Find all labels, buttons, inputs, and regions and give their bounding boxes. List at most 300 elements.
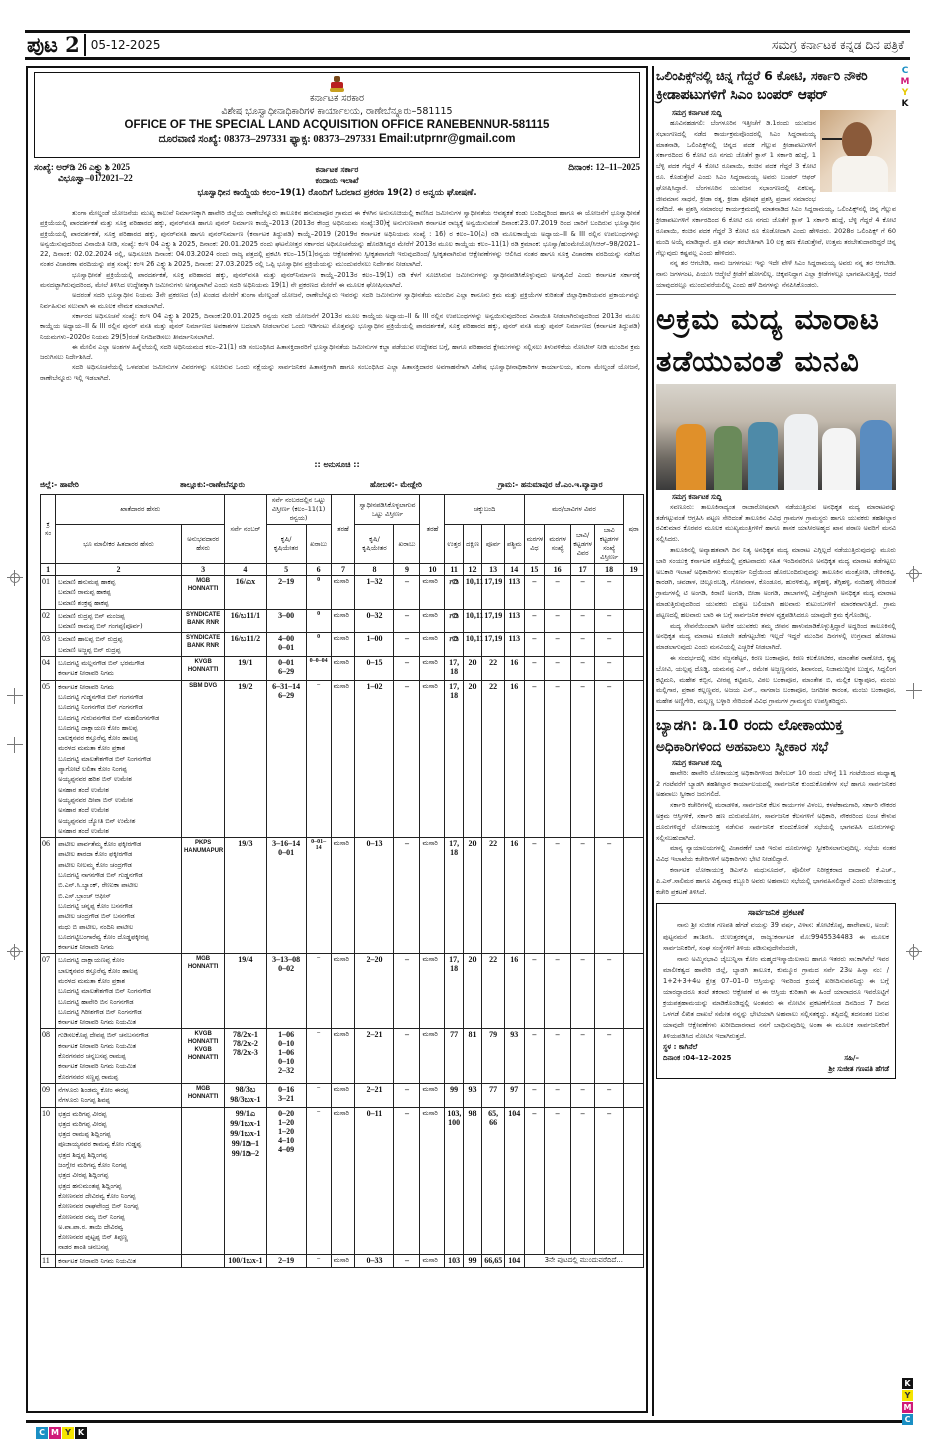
cell-remarks (624, 838, 644, 954)
cell-line: 16/ಬ11/2 (230, 634, 261, 644)
office-contact (35, 132, 639, 147)
table-row (41, 1107, 644, 1254)
cell-acq-area: 1–00 (355, 633, 394, 657)
cell-line: HONNATTI (187, 964, 219, 971)
column-number: 6 (306, 564, 331, 576)
cell-c18: – (595, 657, 624, 681)
cell-line: ಗುಡಿಸಲಕೊಪ್ಪ ದೇವಪ್ಪ ಬಿನ್ ಚನಬಸನಗೌಡ (58, 1031, 149, 1040)
issue-date: 05-12-2025 (90, 38, 161, 52)
cell-line: ಕೊರಗನವರ ಸಣ್ಣಪ್ಪ ರಾಮಪ್ಪ (58, 1072, 119, 1081)
cell-line: 0–01 (278, 643, 295, 653)
cell-line: ಕರ್ನಾಟಕ ನೀರಾವರಿ ನಿಗಮ ನಿಯಮಿತ (58, 1062, 137, 1071)
cmyk-c: C (901, 66, 909, 76)
notice-date: ದಿನಾಂಕ :04–12–2025 (663, 1054, 732, 1063)
cell-acq-kharab: – (394, 657, 420, 681)
photo-person (822, 428, 856, 490)
story-paragraph: ಈ ಸಂದರ್ಭದಲ್ಲಿ ಸಚಿನ ಸಜ್ಜನಶೆಟ್ಟರ, ಕಿರಣ ಬಂಕಾಪೂರ, ಕಿರಣ ಕಲಕೋಟಿಕರ, ಮಾಂತೇಶ ರಾಣೋಜಿ, ಕೃಷ್ಣ ಬೋವಿ, ಯಲ್ಲಪ್ಪ ದೊಡ್ಡಿ, ಯಮನಪ್ಪ ಎಸ್., ರಮೇಶ ಅಜ್ಜಣ್ಣನವರ, ಶಿವಾನಂದ, ನಿಜಾಮುದ್ದೀನ ಬುಡ್ಡನ, ಸಿದ್ದಲಿಂಗ ಕಟ್ಟಿಮನಿ, ಮಹೇಶ ಕಬ್ಬಿನ, ವೀರಪ್ಪ ಕಟ್ಟಿಮನಿ, ವಿಠಲ ಬಂಕಾಪೂರ, ಮಾಂತೇಶ ಬಿ, ಮಲ್ಲಿಕ ಲಕ್ಮಾಪೂರ, ಮಂಜು ಮಲ್ಲಿಗಾರ, ಪ್ರಕಾಶ ಕಲ್ಲಣ್ಣವರ, ಅಜಯ ಎಸ್., ನಾಗರಾಜ ಬಂಕಾಪೂರ, ಜಗದೀಶ ಕಾರಂತ, ಮಂಜು ಬಂಕಾಪೂರ, ಮಹೇಶ ಅಣ್ಣಿಗೇರಿ, ಮಲ್ಲಣ್ಣ ಬಳ್ಳಾರಿ ಸೇರಿದಂತೆ ವಿವಿಧ ಗ್ರಾಮಗಳ ಗ್ರಾಮಸ್ಥರು ಉಪಸ್ಥಿತರಿದ್ದರು. (656, 653, 896, 706)
cell-line: 19/3 (238, 839, 253, 849)
cell-class: ಮಸಾರಿ (331, 680, 355, 837)
notice-paragraph: ಈ ಮೇಲಿನ ಎಲ್ಲಾ ಅಂಶಗಳ ಹಿನ್ನೆಲೆಯಲ್ಲಿ ಸದರಿ ಅಧಿನಿಯಮದ ಕಲಂ–21(1) ರಡಿ ಸಂಬಂಧಿಸಿದ ಹಿತಾಸಕ್ತಿದಾರರಿಗೆ ಭೂಸ್ವಾಧೀನತೆಯ ಜಮೀನುಗಳ ಕಬ್ಜಾ ಪಡೆಯುವ ಉದ್ದೇಶದ ಬಗ್ಗೆ, ಹಾಗೂ ಪರಿಹಾರದ ಕ್ಲೇಮುಗಳನ್ನು ಸಲ್ಲಿಸಲು ತಿಳುವಳಿಕೆಯ ನೋಟೀಸ್ ನೀಡಿ ಮುಂದಿನ ಕ್ರಮ ಜರುಗಿಸಲು ನಿರ್ದೇಶಿಸಿದೆ. (40, 342, 640, 362)
cell-line: ಕರ್ನಾಟಕ ನೀರಾವರಿ ನಿಗಮ (58, 682, 114, 691)
cell-bank (181, 680, 224, 837)
cell-acq-area: 2–21 (355, 1083, 394, 1107)
cell-survey (225, 657, 266, 681)
cell-line: 99/1ಬx-1 (230, 1128, 261, 1138)
cell-acq-area: 0–15 (355, 657, 394, 681)
cmyk-marks-top (900, 66, 910, 110)
cell-line: ಬೂದಗಟ್ಟಿ ದಾಕ್ಷಾಯಣಪ್ಪ ಕೋಂ (58, 956, 125, 965)
cell-area (266, 609, 306, 633)
cell-line: 1–20 (278, 1117, 295, 1127)
cell-acq-area: 1–32 (355, 576, 394, 610)
cell-line: ಕರ್ನಾಟಕ ನೀರಾವರಿ ನಿಗಮ (58, 669, 114, 678)
cell-line: ಅಸಹಾರ ತಂದೆ ಉಮೇಶ (58, 826, 109, 835)
cell-class: ಮಸಾರಿ (331, 633, 355, 657)
cell-line: ಬಾಲಕ್ಕನವರ ಕಸ್ತೂರೆವ್ವ ಕೋಂ ಹಾಲಪ್ಪ (58, 734, 138, 743)
cell-survey (225, 1029, 266, 1083)
photo-body (832, 156, 888, 192)
cell-south: 99 (463, 1254, 481, 1267)
cell-line: ಕೋಣನವರ ಪುಟ್ಟಪ್ಪ ಬಿನ್ ತಿಪ್ಪಣ್ಣ (58, 1233, 128, 1242)
cell-remarks (624, 680, 644, 837)
cell-north: ಗಡಿ (445, 576, 463, 610)
cell-line: PKPS (194, 840, 212, 847)
cell-line: 19/1 (238, 658, 253, 668)
cell-bank (181, 838, 224, 954)
column-number: 4 (225, 564, 266, 576)
cell-line: 98/3ಬ (235, 1084, 256, 1094)
cell-north: 99 (445, 1083, 463, 1107)
column-number: 18 (595, 564, 624, 576)
header-tree-count: ಮರಗಳ ಸಂಖ್ಯೆ (545, 525, 571, 564)
cell-remarks (624, 1107, 644, 1254)
cell-kharab: 0 (306, 576, 331, 610)
header-class: ತರಹೆ (331, 495, 355, 564)
header-boundary: ಚಕ್ಕುಬಂದಿ (445, 495, 524, 525)
cell-line: 0–20 (278, 1108, 295, 1118)
cell-line: ಜಂಗ್ಲೇರ ಮರಿಗವ್ವ ಕೋಂ ನಿಂಗಪ್ಪ (58, 1161, 127, 1170)
cell-kharab: – (306, 1029, 331, 1083)
public-notice-body (663, 920, 889, 1042)
cell-east: 22 (482, 954, 505, 1029)
cell-line: 0–10 (278, 1057, 295, 1067)
cell-line: ಕೊರಗನವರ ಚನ್ನಬಸಪ್ಪ ರಾಮಪ್ಪ (58, 1052, 126, 1061)
story-separator (656, 710, 896, 711)
cell-kharab: – (306, 680, 331, 837)
district: ಜಿಲ್ಲೆ:- ಹಾವೇರಿ (40, 480, 79, 489)
header-acq-kharab: ಖರಾಬು (394, 525, 420, 564)
header-owner: ಭೂ ಮಾಲೀಕರ ಹಿತದಾರರ ಹೆಸರು (56, 525, 182, 564)
cell-c16: – (545, 1029, 571, 1083)
cell-remarks (624, 633, 644, 657)
cell-owners (56, 838, 182, 954)
heading-govt: ಕರ್ನಾಟಕ ಸರ್ಕಾರ (315, 165, 359, 174)
header-remarks: ಷರಾ (624, 495, 644, 564)
cell-line: 3–16–14 (272, 839, 301, 849)
notice-paragraph: ಸದರಿ ಅಧಿಸೂಚನೆಯಲ್ಲಿ ಒಳಪಡುವ ಜಮೀನುಗಳ ವಿವರಗಳನ್ನು ಸೂಚಿಸುವ ಒಂದು ನಕ್ಷೆಯನ್ನು ಸಾರ್ವಜನಿಕರ ಹಿತಾಸಕ್ತಿಗಾಗಿ ಹಾಗೂ ಸಂಬಂಧಿಸಿದ ಎಲ್ಲಾ ಹಿತಾಸಕ್ತಿದಾರರ ಅವಗಾಹನೆಗಾಗಿ ವಿಶೇಷ ಭೂಸ್ವಾಧೀನಾಧಿಕಾರಿಗಳ ಕಾರ್ಯಾಲಯ, ತುಂಗಾ ಮೇಲ್ದಂಡೆ ಯೋಜನೆ, ರಾಣೇಬೆನ್ನೂರು ಇಲ್ಲಿ ಇಡಲಾಗಿದೆ. (40, 363, 640, 382)
cell-line: ಬೂದಗಟ್ಟಿ ಹಾವೇರಿ ಬಿನ ನಿಂಗನಗೌಡ (58, 997, 134, 1006)
cell-kharab: – (306, 1107, 331, 1254)
cell-sn: 01 (41, 576, 56, 610)
taluk: ತಾಲ್ಲೂಕು:-ರಾಣೇಬೆನ್ನೂರು (180, 480, 246, 489)
cell-area (266, 680, 306, 837)
cell-line: 4–10 (278, 1135, 295, 1145)
location-row (40, 480, 640, 490)
hobli: ಹೋಬಳಿ:- ಮೇಡ್ಲೇರಿ (370, 480, 423, 489)
story-paragraph: ಸರ್ಕಾರಿ ಕಚೇರಿಗಳಲ್ಲಿ ಮರಾಡಳಿತ, ಸಾರ್ವಜನಿಕ ಕೆಲಸ ಕಾರ್ಯಗಳ ವಿಳಂಬ, ಕಳಪೆಕಾಮಗಾರಿ, ಸರ್ಕಾರಿ ನೌಕರರ ಅಕ್ರಮ ಆಸ್ತಿಗಳಿಕೆ, ಸರ್ಕಾರಿ ಹಣ ದುರುಪಯೋಗ, ಸಾರ್ವಜನಿಕ ಕೆಲಸಗಳಿಗೆ ಅಧಿಕಾರಿ, ನೌಕರರಿಂದ ಲಂಚ ಕೇಳುವ ದೂರುಗಳಿದ್ದರೆ ಲೋಕಾಯುಕ್ತ ನಡೆಸುವ ಸಾರ್ವಜನಿಕ ಕುಂದುಕೊರತೆ ಸಭೆಯಲ್ಲಿ ಭಾಗವಹಿಸಿ ದೂರುಗಳನ್ನು ಸಲ್ಲಿಸಬಹುದಾಗಿದೆ. (656, 801, 896, 842)
cell-class: ಮಸಾರಿ (331, 609, 355, 633)
office-name-english: OFFICE OF THE SPECIAL LAND ACQUISITION OFFICE RANEBENNUR-581115 (124, 119, 550, 131)
cell-remarks (624, 576, 644, 610)
cell-area (266, 1254, 306, 1267)
cell-remarks (624, 1083, 644, 1107)
cell-owners (56, 609, 182, 633)
cell-sn: 05 (41, 680, 56, 837)
cell-line: ಕೋಣನವರ ದೇವಿರವ್ವ ಕೋಂ ನಿಂಗಪ್ಪ (58, 1191, 136, 1200)
cell-east: 65, 66 (482, 1107, 505, 1254)
cell-line: HONNATTI (187, 667, 219, 674)
cell-line: ಬೂದಗಟ್ಟಿ ದಾಕ್ಷಾಯಣ ಕೋಂ ಹಾಲಪ್ಪ (58, 723, 138, 732)
cell-line: 99/1ಡಿ–2 (231, 1148, 260, 1158)
column-number: 9 (394, 564, 420, 576)
header-acq-agri: ಕೃಷಿ/ ಕೃಷಿಯೇತರ (355, 525, 394, 564)
column-number: 7 (331, 564, 355, 576)
cell-sn: 04 (41, 657, 56, 681)
cell-east: 22 (482, 838, 505, 954)
notice-date: ದಿನಾಂಕ: 12–11–2025 (568, 162, 640, 172)
cell-north: 103, 100 (445, 1107, 463, 1254)
cell-c15: – (524, 609, 545, 633)
cell-bank (181, 1254, 224, 1267)
column-number: 10 (420, 564, 445, 576)
table-row (41, 1254, 644, 1267)
cell-line: ಬಮಾಣಿ ಶಂಕ್ರಪ್ಪ ಹಾಕಪ್ಪ (58, 598, 109, 607)
reference-number: ಸಂಖ್ಯೆ: ಅರ್‌ಡಿ 26 ಎಕ್ವ್ಯುಶಿ 2025 (34, 162, 131, 172)
cell-line: 1–20 (278, 1126, 295, 1136)
cell-line: KVGB (194, 1047, 212, 1054)
cell-kharab: – (306, 954, 331, 1029)
header-trees: ಮರ/ಬಾವಿಗಳ ವಿವರ (524, 495, 624, 525)
registration-mark-icon (906, 566, 922, 582)
column-number: 15 (524, 564, 545, 576)
cell-survey (225, 1254, 266, 1267)
cell-line: ಪಾಟೀಲ ನೀಲಮ್ಮ ಕೋಂ ಚಂದ್ರಗೌಡ (58, 860, 132, 869)
column-number: 13 (482, 564, 505, 576)
cell-line: ಬಿ.ಎಸ್.ಬ್ರಾಂಚ್ ಆಫೀಸ್ (58, 891, 111, 900)
cell-class: ಮಸಾರಿ (331, 838, 355, 954)
cell-type: ಮಸಾರಿ (420, 657, 445, 681)
cell-acq-area: 2–20 (355, 954, 394, 1029)
cell-survey (225, 954, 266, 1029)
notice-signatory: ಶ್ರೀ ಸುಜೀತ ಗಣಪತಿ ಹೆಗಡೆ (828, 1065, 889, 1074)
bottom-rule (26, 1420, 911, 1423)
cell-kharab: 0–01–14 (306, 838, 331, 954)
cell-c16: – (545, 954, 571, 1029)
cell-line: BANK RNR (187, 643, 220, 650)
karnataka-emblem-icon (328, 76, 346, 92)
column-number: 16 (545, 564, 571, 576)
header-survey-area: ಸರ್ವೆ ನಂಬರದಲ್ಲಿನ ಒಟ್ಟು ವಿಸ್ತೀರ್ಣ (ಕಲಂ–11(1) ರನ್ವಯ) (266, 495, 331, 525)
notice-body (40, 208, 640, 383)
cell-line: 6–29 (278, 667, 295, 677)
cell-class: ಮಸಾರಿ (331, 576, 355, 610)
cell-line: ಕೋಣನವರ ರಮ್ಯ ಬಿನ್ ನಿಂಗಪ್ಪ (58, 1212, 125, 1221)
story3-byline: ಸಮಗ್ರ ಕರ್ನಾಟಕ ಸುದ್ದಿ (672, 758, 722, 767)
cell-type: ಮಸಾರಿ (420, 680, 445, 837)
cell-north: 77 (445, 1029, 463, 1083)
cmyk-y: Y (901, 88, 909, 98)
cell-acq-kharab: – (394, 1254, 420, 1267)
story-paragraph: ಹೂವಿನಹಡಗಲಿ: ಬೆಂಗಳೂರಿನ ಇತ್ತೀಚೆಗೆ ಡಿ.1ರಂದು ಯುವಜನ ಸಭಾಂಗಣದಲ್ಲಿ ನಡೆದ ಕಾರ್ಯಕ್ರಮವೊಂದರಲ್ಲಿ ಸಿಎಂ ಸಿದ್ದರಾಮಯ್ಯ ಮಾತನಾಡಿ, ಒಲಿಂಪಿಕ್ಸ್‌ನಲ್ಲಿ ಚಿನ್ನದ ಪದಕ ಗೆಲ್ಲುವ ಕ್ರೀಡಾಪಟುಗಳಿಗೆ ಸರ್ಕಾರದಿಂದ 6 ಕೋಟಿ ರೂ ನಗದು ಜೊತೆಗೆ ಕ್ಲಾಸ್ 1 ಸರ್ಕಾರಿ ಹುದ್ದೆ, 1 ಬೆಳ್ಳಿ ಪದಕ ಗೆದ್ದರೆ 4 ಕೋಟಿ ರೂಪಾಯಿ, ಕಂಚಿನ ಪದಕ ಗೆದ್ದರೆ 3 ಕೋಟಿ ರೂ. ಕೊಡುತ್ತೇವೆ ಎಂದು ಸಿಎಂ ಸಿದ್ದರಾಮಯ್ಯ ಅವರು ಬಂಪರ್ ಆಫರ್ ಘೋಷಿಸಿದ್ದಾರೆ. ಬೆಂಗಳೂರಿನ ಯುವಜನ ಸಭಾಂಗಣದಲ್ಲಿ ಏಕಲವ್ಯ, ಜೀವಮಾನ ಸಾಧನೆ, ಕ್ರೀಡಾ ರತ್ನ, ಕ್ರೀಡಾ ಪೋಷಕ ಪ್ರಶಸ್ತಿ ಪ್ರದಾನ ಸಮಾರಂಭ ನಡೆದಿದೆ. ಈ ಪ್ರಶಸ್ತಿ ಸಮಾರಂಭ ಕಾರ್ಯಕ್ರಮದಲ್ಲಿ ಮಾತನಾಡಿದ ಸಿಎಂ ಸಿದ್ದರಾಮಯ್ಯ, ಒಲಿಂಪಿಕ್ಸ್‌ನಲ್ಲಿ ಚಿನ್ನ ಗೆಲ್ಲುವ ಕ್ರೀಡಾಪಟುಗಳಿಗೆ ಸರ್ಕಾರದಿಂದ 6 ಕೋಟಿ ರೂ ನಗದು ಜೊತೆಗೆ ಕ್ಲಾಸ್ 1 ಸರ್ಕಾರಿ ಹುದ್ದೆ, ಬೆಳ್ಳಿ ಗೆದ್ದರೆ 4 ಕೋಟಿ ರೂಪಾಯಿ, ಕಂಚಿನ ಪದಕ ಗೆದ್ದರೆ 3 ಕೋಟಿ ರೂ ಕೊಡೋದಾಗಿ ಎಂದು ಹೇಳಿದರು. 2028ರ ಒಲಿಂಪಿಕ್ಸ್ ಗೆ 60 ಮಂದಿ ಅಯ್ಕೆ ಮಾಡಿದ್ದಾರೆ. ಪ್ರತಿ ವರ್ಷ ತರಬೇತಿಗಾಗಿ 10 ಲಕ್ಷ ಹಣ ಕೊಡುತ್ತೇವೆ, ಉತ್ತಮ ತರಬೇತುದಾರರಿದ್ದರೆ ಚಿನ್ನ ಗೆಲ್ಲುವುದು ಕಷ್ಟವಲ್ಲ ಎಂದು ಹೇಳಿದರು. (656, 119, 896, 257)
cell-c18: – (595, 680, 624, 837)
header-south: ದಕ್ಷಿಣ (463, 525, 481, 564)
cell-c17: – (571, 1107, 595, 1254)
cell-line: KVGB (194, 1031, 212, 1038)
cell-sn: 11 (41, 1254, 56, 1267)
cmyk-c: C (902, 1414, 913, 1425)
cell-line: 0–16 (278, 1084, 295, 1094)
cell-acq-kharab: – (394, 1029, 420, 1083)
notice-paragraph: ಭೂಸ್ವಾಧೀನತೆ ಪ್ರಕ್ರಿಯೆಯಲ್ಲಿ ಪಾರದರ್ಶಕತೆ, ಸೂಕ್ತ ಪರಿಹಾರದ ಹಕ್ಕು, ಪುನರ್‌ವಸತಿ ಮತ್ತು ಪುನರ್‌ನಿರ್ಮಾಣ ಕಾಯ್ದೆ–2013ರ ಕಲಂ–19(1) ರಡಿ ಕೆಳಗೆ ಸೂಚಿಸಿರುವ ಜಮೀನುಗಳನ್ನು ಸ್ವಾಧೀನಪಡಿಸಿಕೊಳ್ಳುವುದು ಅಗತ್ಯವಿದೆ ಎಂದು ಕರ್ನಾಟಕ ಸರ್ಕಾರಕ್ಕೆ ಮನದಟ್ಟಾಗಿರುವುದರಿಂದ, ಮೇಲೆ ತಿಳಿಸಿದ ಉದ್ದೇಶಕ್ಕಾಗಿ ಜಮೀನುಗಳು ಅಗತ್ಯವಾಗಿವೆ ಎಂದು ಸದರಿ ಅಧಿನಿಯಮ 19(1) ನೇ ಪ್ರಕರಣದ ಮೇರೆಗೆ ಈ ಮೂಲಕ ಘೋಷಿಸಲಾಗಿದೆ. (40, 270, 640, 290)
story-paragraph: ಸವಣೂರು: ತಾಲೂಕಿನಾದ್ಯಂತ ರಾಜಾರೋಷವಾಗಿ ನಡೆಯುತ್ತಿರುವ ಅನಧಿಕೃತ ಮದ್ಯ ಮಾರಾಟವನ್ನು ತಡೆಗಟ್ಟುವಂತೆ ಆಗ್ರಹಿಸಿ ಪಟ್ಟಣ ಸೇರಿದಂತೆ ತಾಲೂಕಿನ ವಿವಿಧ ಗ್ರಾಮಗಳ ಗ್ರಾಮಸ್ಥರು ಹಾಗೂ ಯುವಕರು ತಹಶೀಲ್ದಾರ ರವಿಕುಮಾರ ಕೊರವರ ಮೂಲಕ ಮುಖ್ಯಮಂತ್ರಿಗಳಿಗೆ ಹಾಗೂ ಶಾಸಕ ಯಾಸೀರಅಹ್ಮದ ಖಾನ ಪಠಾಣ ಅವರಿಗೆ ಮನವಿ ಸಲ್ಲಿಸಿದರು. (656, 502, 896, 544)
cell-area (266, 633, 306, 657)
cell-line: HONNATTI (187, 1055, 219, 1062)
cell-class: ಮಸಾರಿ (331, 1107, 355, 1254)
cell-line: ಪಾಟೀಲ ಪಾರ್ವತೆಮ್ಮ ಕೋಂ ಫಕ್ಕೀರಗೌಡ (58, 840, 142, 849)
cell-area (266, 1107, 306, 1254)
cell-north: ಗಡಿ (445, 609, 463, 633)
land-acquisition-notice (26, 66, 648, 1413)
cell-acq-kharab: – (394, 576, 420, 610)
cell-line: ಬಮಾಣಿ ರಾಮಪ್ಪ ಹಾಕಪ್ಪ (58, 588, 111, 597)
cell-acq-area: 0–13 (355, 838, 394, 954)
cell-west: 16 (505, 657, 525, 681)
cmyk-marks-bottom (36, 1427, 87, 1439)
cell-area (266, 1083, 306, 1107)
signatory-row (663, 1064, 889, 1075)
story1-headline-1: ಒಲಿಂಪಿಕ್ಸ್‌ನಲ್ಲಿ ಚಿನ್ನ ಗೆದ್ದರೆ 6 ಕೋಟಿ, ಸರ್ಕಾರಿ ನೌಕರಿ (656, 68, 868, 83)
cell-c16: – (545, 838, 571, 954)
photo-mic (822, 138, 842, 140)
cell-c18: – (595, 609, 624, 633)
cell-line: ಬಾಲಕ್ಕನವರ ಕಸ್ತೂರೆವ್ವ ಕೋಂ ಹಾಲಪ್ಪ (58, 966, 138, 975)
cell-sn: 08 (41, 1029, 56, 1083)
cell-type: ಮಸಾರಿ (420, 609, 445, 633)
cell-west: 97 (505, 1083, 525, 1107)
cell-c15: – (524, 633, 545, 657)
cell-class: ಮಸಾರಿ (331, 1083, 355, 1107)
right-column (656, 66, 896, 1079)
cell-line: ಪಾಟೀಲ ಚಂದ್ರಗೌಡ ಬಿನ್ ಬಸನಗೌಡ (58, 912, 135, 921)
cell-sn: 02 (41, 609, 56, 633)
cell-kharab: – (306, 1254, 331, 1267)
photo-person (784, 414, 818, 490)
story2-headline: ಅಕ್ರಮ ಮದ್ಯ ಮಾರಾಟ ತಡೆಯುವಂತೆ ಮನವಿ (656, 301, 880, 378)
cell-east: 22 (482, 680, 505, 837)
cell-line: ಬೂದಗಟ್ಟಿ ಗುರುವನಗೌಡ ಬಿನ್ ಮಹಲಿಂಗನಗೌಡ (58, 713, 160, 722)
table-body (41, 576, 644, 1268)
header-west: ಪಶ್ಚಿಮ (505, 525, 525, 564)
reference-sub: ವಿಭೂಸ್ವಾ–01/2021–22 (58, 173, 133, 183)
cell-line: 2–19 (278, 1255, 295, 1265)
cell-line: MGB (196, 578, 211, 584)
cell-type: ಮಸಾರಿ (420, 1029, 445, 1083)
cell-line: HANUMAPUR (183, 848, 224, 855)
cmyk-marks-right (902, 1378, 913, 1425)
cell-line: 19/4 (238, 955, 253, 965)
cell-east: 17,19 (482, 609, 505, 633)
cmyk-y: Y (902, 1390, 913, 1401)
story-paragraph: ನನ್ನ ತರ ಆಗಬೇಡಿ, ನಾನು ಜಗಳಗಂಟ: ಇನ್ನು ಇದೇ ವೇಳೆ ಸಿಎಂ ಸಿದ್ದರಾಮಯ್ಯ ಅವರು ನನ್ನ ತರ ಆಗಬೇಡಿ. ನಾನು ಜಗಳಗಂಟ, ಪಿಯುಸಿ ಆದ್ಮೇಲೆ ಕ್ರೀಡೆಗೆ ಹೋಗಲಿಲ್ಲ. ಚಿಕ್ಕವನಿದ್ದಾಗ ಎಲ್ಲಾ ಕ್ರೀಡೆಗಳಲ್ಲೂ ಭಾಗವಹಿಸುತ್ತಿದ್ದೆ, ಆದರೆ ಯಾವುದರಲ್ಲೂ ಮುಂದುವರೆಯಲಿಲ್ಲ ಎಂದು ಹಳೆ ದಿನಗಳನ್ನು ನೆನಪಿಸಿಕೊಂಡರು. (656, 259, 896, 289)
cell-east: 17,19 (482, 576, 505, 610)
cell-c16: – (545, 576, 571, 610)
cell-line: 3–00 (278, 610, 295, 620)
cell-east: 77 (482, 1083, 505, 1107)
header-acq-area: ಸ್ವಾಧೀನಪಡಿಸಿಕೊಳ್ಳಲಾಗುವ ಒಟ್ಟು ವಿಸ್ತೀರ್ಣ (355, 495, 420, 525)
column-number: 8 (355, 564, 394, 576)
cell-line: 4–09 (278, 1144, 295, 1154)
cell-west: 113 (505, 609, 525, 633)
cell-acq-area: 2–21 (355, 1029, 394, 1083)
story1-headline-2: ಕ್ರೀಡಾಪಟುಗಳಿಗೆ ಸಿಎಂ ಬಂಪರ್ ಆಫರ್ (656, 87, 828, 103)
cell-c17: – (571, 576, 595, 610)
story-paragraph: ಹಾವೇರಿ: ಹಾವೇರಿ ಲೋಕಾಯುಕ್ತ ಅಧಿಕಾರಿಗಳಿಂದ ಡಿಸೆಂಬರ್ 10 ರಂದು ಬೆಳಿಗ್ಗೆ 11 ಗಂಟೆಯಿಂದ ಮಧ್ಯಾಹ್ನ 2 ಗಂಟೆವರೆಗೆ ಬ್ಯಾಡಗಿ ತಹಶೀಲ್ದಾರ ಕಾರ್ಯಾಲಯದಲ್ಲಿ ಸಾರ್ವಜನಿಕ ಕುಂದುಕೊರತೆಗಳ ಸಭೆ ಹಾಗೂ ಸಾರ್ವಜನಿಕರ ಅಹವಾಲು ಸ್ವೀಕಾರ ಜರುಗಲಿದೆ. (656, 768, 896, 799)
cell-west: 16 (505, 954, 525, 1029)
cell-north: 17, 18 (445, 657, 463, 681)
cell-c15: – (524, 680, 545, 837)
table-header-row (41, 495, 644, 525)
cell-c15: – (524, 1083, 545, 1107)
cell-c17: – (571, 1083, 595, 1107)
cell-south: 20 (463, 680, 481, 837)
cell-line: ಕೋಣನವರ ರಾಘವೇಂದ್ರ ಬಿನ್ ನಿಂಗಪ್ಪ (58, 1202, 139, 1211)
cell-west: 113 (505, 633, 525, 657)
notice-paragraph: ಸರ್ಕಾರದ ಅಧಿಸೂಚನೆ ಸಂಖ್ಯೆ: ಕಂಇ 04 ಎಕ್ವ್ಯುಶಿ 2025, ದಿನಾಂಕ:20.01.2025 ರನ್ವಯ ಸದರಿ ಯೋಜನೆಗೆ 2013ರ ಮೂಲ ಕಾಯ್ದೆಯ ಅಧ್ಯಾಯ–II & III ರಲ್ಲಿನ ಉಪಬಂಧಗಳನ್ನು ಅನ್ವಯಿಸುವುದರಿಂದ ವಿನಾಯಿತಿ ನೀಡಲಾಗಿರುವುದರಿಂದ 2013ರ ಮೂಲ ಕಾಯ್ದೆಯ ಅಧ್ಯಾಯ–II & III ರಲ್ಲಿನ ಪುನರ್ ವಸತಿ ಮತ್ತು ಪುನರ್ ನಿರ್ಮಾಣದ ಅವಕಾಶಗಳ ಬದಲಾಗಿ ನೀಡಲಾಗುವ ಒಂದು ಇಡಿಗಂಟು ಮೊತ್ತವನ್ನು ಭೂಸ್ವಾಧೀನ ಪ್ರಕ್ರಿಯೆಯಲ್ಲಿ ಪಾರದರ್ಶಕತೆ, ಸೂಕ್ತ ಪರಿಹಾರದ ಹಕ್ಕು, ಪುನರ್ ವಸತಿ ಮತ್ತು ಪುನರ್ ನಿರ್ಮಾಣದ (ಕರ್ನಾಟಕ ತಿದ್ದುಪಡಿ) ನಿಯಮಗಳು–2020ರ ನಿಯಮ 29(5)ರಂತೆ ನಿಗದಿಪಡಿಸಲು ತೀರ್ಮಾನಿಸಲಾಗಿದೆ. (40, 311, 640, 341)
cell-remarks (624, 1029, 644, 1083)
continued-note: 3ನೇ ಪುಟದಲ್ಲಿ ಮುಂದುವರೆದಿದೆ... (524, 1254, 643, 1267)
column-number: 17 (571, 564, 595, 576)
cell-line: ನಾಡರ ಶಾಂತಿ ಚನಬಸಪ್ಪ (58, 1243, 109, 1252)
cell-area (266, 838, 306, 954)
cell-line: 0–02 (278, 964, 295, 974)
paper-name: ಸಮಗ್ರ ಕರ್ನಾಟಕ ಕನ್ನಡ ದಿನ ಪತ್ರಿಕೆ (772, 37, 904, 52)
cell-remarks (624, 657, 644, 681)
cell-line: ಕರ್ನಾಟಕ ನೀರಾವರಿ ನಿಗಮ ನಿಯಮಿತ (58, 1018, 137, 1027)
cell-east: 17,19 (482, 633, 505, 657)
story3-headline-2: ಅಧಿಕಾರಿಗಳಿಂದ ಅಹವಾಲು ಸ್ವೀಕಾರ ಸಭೆ (656, 738, 829, 755)
story-paragraph: ಮದ್ಯ ಸೇವನೆಯಿಂದಾಗಿ ಅನೇಕ ಯುವಕರು ತಮ್ಮ ಜೀವನ ಹಾಳುಮಾಡಿಕೊಳ್ಳುತ್ತಿದ್ದಾರೆ ಅದ್ದರಿಂದ ತಾಲೂಕಿನಲ್ಲಿ ಅನಧಿಕೃತ ಮದ್ಯ ಮಾರಾಟ ಕೂಡಲೇ ತಡೆಗಟ್ಟಬೇಕು ಇಲ್ಲದೆ ಇದ್ದರೆ ಮುಂದಿನ ದಿನಗಳಲ್ಲಿ ಉಗ್ರವಾದ ಹೋರಾಟ ಮಾಡಲಾಗುವುದು ಎಂದು ಮನವಿಯಲ್ಲಿ ಎಚ್ಚರಿಕೆ ನೀಡಲಾಗಿದೆ. (656, 621, 896, 652)
cell-line: ಕರ್ನಾಟಕ ನೀರಾವರಿ ನಿಗಮ ನಿಯಮಿತ (58, 1256, 137, 1265)
cell-owners (56, 657, 182, 681)
cell-line: ಛತ್ರದ ಮರಿಗಪ್ಪ ವೀರಪ್ಪ (58, 1119, 107, 1128)
govt-name: ಕರ್ನಾಟಕ ಸರಕಾರ (309, 93, 365, 104)
cell-line: ಬಮಾಣಿ ಹಾಲಪ್ಪ ಬಿನ್ ರುದ್ರಪ್ಪ (58, 635, 123, 644)
cell-line: 1–06 (278, 1030, 295, 1040)
cell-remarks (624, 609, 644, 633)
table-row (41, 1083, 644, 1107)
cell-line: 3–21 (278, 1093, 295, 1103)
cmyk-c: C (36, 1427, 48, 1439)
cell-bank (181, 1083, 224, 1107)
cell-acq-kharab: – (394, 1107, 420, 1254)
cell-owners (56, 1083, 182, 1107)
cell-south: 10,11 (463, 609, 481, 633)
cell-west: 16 (505, 680, 525, 837)
column-number: 19 (624, 564, 644, 576)
photo-person (748, 422, 778, 490)
cell-c18: – (595, 954, 624, 1029)
cell-area (266, 576, 306, 610)
cell-line: ಬಮಾಣಿ ಹನುಮಪ್ಪ ಹಾಕಪ್ಪ (58, 578, 116, 586)
cell-c15: – (524, 1029, 545, 1083)
column-number: 2 (56, 564, 182, 576)
cell-line: ಅಸಹಾರ ತಂದೆ ಉಮೇಶ (58, 785, 109, 794)
cell-north: 103 (445, 1254, 463, 1267)
cell-c15: – (524, 838, 545, 954)
cell-type: ಮಸಾರಿ (420, 838, 445, 954)
notice-letterhead (34, 72, 640, 158)
registration-mark-icon (7, 737, 23, 753)
cell-north: 17, 18 (445, 680, 463, 837)
cell-line: ಅ.ಪಾ.ಪಾ.ರ. ತಾಯಿ ದೇವಿರವ್ವ (58, 1222, 124, 1231)
cell-south: 20 (463, 657, 481, 681)
story2-byline: ಸಮಗ್ರ ಕರ್ನಾಟಕ ಸುದ್ದಿ (672, 492, 722, 501)
registration-mark-icon (7, 688, 23, 704)
cell-line: SYNDICATE (186, 611, 221, 618)
cell-survey (225, 838, 266, 954)
cell-line: 2–19 (278, 577, 295, 586)
story-paragraph: ತಾಲೂಕಿನಲ್ಲಿ ಅವ್ಯಾಹತವಾಗಿ ದಿನ ನಿತ್ಯ ಅನಧಿಕೃತ ಮದ್ಯ ಮಾರಾಟ ಎಗ್ಗಿಲ್ಲದೆ ನಡೆಯುತ್ತಿರುವುದನ್ನು ಮೂರು ಬಾರಿ ಸಂಯುಕ್ತ ಕರ್ನಾಟಕ ಪತ್ರಿಕೆಯಲ್ಲಿ ಪ್ರಕಟವಾದರು ಸಹಿತ ಇಂದಿನವರಿಗೂ ಅನಧಿಕೃತ ಮದ್ಯ ಮಾರಾಟ ತಡೆಗಟ್ಟಲು ಅಬಕಾರಿ ಇಲಾಖೆ ಅಧಿಕಾರಿಗಳು ಕುಂಭಕರ್ಣ ನಿದ್ರೆಯಿಂದ ಹೊರಬಂದಿರುವುದನ್ನು ತಾಲೂಕಿನ ಮಂತ್ರೋಡಿ, ಜೇಕಿನಕಟ್ಟಿ, ಕಾರಡಗಿ, ಚವಡಾಳ, ಚಿಲ್ಲೂರಬಡ್ನಿ, ಗೋವನಾಳ, ಕೊಂಡೂರ, ಹುರಳಿಕುಪ್ಪಿ, ತಳ್ಳಿಹಳ್ಳಿ, ತೆಗ್ಗಿಹಳ್ಳಿ, ನಂದಿಹಳ್ಳಿ ಸೇರಿದಂತೆ ಗ್ರಾಮಗಳಲ್ಲಿ ಟಿ ಅಂಗಡಿ, ಕಿರಾಣಿ ಅಂಗಡಿ, ಬೀಡಾ ಅಂಗಡಿ, ಡಾಬಾಗಳಲ್ಲಿ ಎತ್ತೇಚ್ಛವಾಗಿ ಅನಧಿಕೃತ ಮದ್ಯ ಮಾರಾಟ ಮಾಡುತ್ತಿರುವುದರಿಂದ ಯುವಕರು ದುಶ್ಚಟ ಬಲಿಯಾಗಿ ಹಲವಾರು ಕುಟುಂಬಗಳಿಗೆ ಮಾರಕವಾಗುತ್ತಿದೆ. ಗ್ರಾಮ ಪಟ್ಟಣದಲ್ಲಿ ಹಲವಾರು ಬಾರಿ ಈ ಬಗ್ಗೆ ಸಾರ್ವಜನಿಕ ಕಳವಳ ವ್ಯಕ್ತಪಡಿಸಿದರೂ ಯಾವುದೇ ಕ್ರಮ ಕೈಗೊಂಡಿಲ್ಲ. (656, 545, 896, 619)
cell-line: ಛತ್ರದ ಹನುಮಂತಪ್ಪ ಶಿದ್ಲಿಂಗಪ್ಪ (58, 1181, 122, 1190)
cell-c15: – (524, 1107, 545, 1254)
cell-type: ಮಸಾರಿ (420, 1107, 445, 1254)
cell-line: 0–01 (278, 848, 295, 858)
cell-line: ಬೂದಗಟ್ಟಿ ಮಾಲತೇಶಗೌಡ ಬಿನ್ ನಿಂಗನಗೌಡ (58, 754, 152, 763)
column-number-row (41, 564, 644, 576)
cell-c15: – (524, 954, 545, 1029)
cell-line: ಬೂದಗಟ್ಟಿ ನಾಗನಗೌಡ ಬಿನ್ ಗುಡ್ಡನಗೌಡ (58, 871, 143, 880)
place-row (663, 1042, 889, 1053)
cell-c17: – (571, 609, 595, 633)
story2-body (656, 502, 896, 707)
cell-line: ಬಿ.ಎನ್.ಸಿ.ಬ್ಯಾಂಕ್, ರೇಣುಕಾ ಪಾಟೀಲ (58, 881, 139, 890)
notice-title: ಭೂಸ್ವಾಧೀನ ಕಾಯ್ದೆಯ ಕಲಂ–19(1) ರೊಂದಿಗೆ ಓದಲಾದ ಪ್ರಕರಣ 19(2) ರ ಅನ್ವಯ ಘೋಷಣೆ. (197, 188, 477, 198)
cell-line: HONNATTI (187, 1093, 219, 1100)
cell-area (266, 657, 306, 681)
cm-portrait-photo (820, 110, 896, 192)
cell-survey (225, 609, 266, 633)
cell-c16: – (545, 1083, 571, 1107)
cmyk-m: M (49, 1427, 61, 1439)
story-paragraph: ಕರ್ನಾಟಕ ಲೋಕಾಯುಕ್ತ ಡಿಎಸ್‌ಪಿ ಮಧುಸೂದನ್, ಪೊಲೀಸ್ ನಿರೀಕ್ಷಕರಾದ ದಾದಾವಲಿ ಕೆ.ಎಚ್., ಪಿ.ಎಸ್.ಸಾಲಿಮಠ ಹಾಗೂ ವಿಶ್ವನಾಥ ಕಬ್ಬೂರಿ ಅವರು ಅಹವಾಲು ಸಭೆಯಲ್ಲಿ ಭಾಗವಹಿಸಲಿದ್ದಾರೆ ಎಂದು ಲೋಕಾಯುಕ್ತ ಕಚೇರಿ ಪ್ರಕಟಣೆ ತಿಳಿಸಿದೆ. (656, 866, 896, 896)
table-row (41, 1029, 644, 1083)
cell-acq-area: 0–11 (355, 1107, 394, 1254)
cell-c18: – (595, 633, 624, 657)
photo-person (860, 420, 892, 490)
notice-paragraph: ಅದರಂತೆ ಸದರಿ ಭೂಸ್ವಾಧೀನ ನಿಯಮ 3ನೇ ಪ್ರಕರಣದ (ಜಿ) ಖಂಡದ ಮೇರೆಗೆ ತುಂಗಾ ಮೇಲ್ದಂಡೆ ಯೋಜನೆ, ರಾಣೇಬೆನ್ನೂರು ಇವರನ್ನು ಸದರಿ ಜಮೀನುಗಳ ಸ್ವಾಧೀನತೆಯ ಮುಂದಿನ ಎಲ್ಲಾ ಕಾನೂನು ಕ್ರಮ ಮತ್ತು ಪ್ರಕ್ರಿಯೆಗಳ ಕುರಿತಂತೆ ಜಿಲ್ಲಾಧಿಕಾರಿಯವರ ಪ್ರಕಾರ್ಯವನ್ನು ನಿರ್ವಹಿಸುವ ಸಲುವಾಗಿ ಈ ಮೂಲಕ ನೇಮಕ ಮಾಡಲಾಗಿದೆ. (40, 291, 640, 310)
cell-survey (225, 1107, 266, 1254)
cell-area (266, 1029, 306, 1083)
cell-line: ಬೂದಗಟ್ಟಿ ನಿಂಗನಗೌಡ ಬಿನ್ ಗಂಗನಗೌಡ (58, 703, 143, 712)
cell-c15: – (524, 576, 545, 610)
cell-survey (225, 1083, 266, 1107)
cell-line: ಮಧು ಬಿ ಪಾಟೀಲ, ನಂದಿನಿ ಪಾಟೀಲ (58, 922, 134, 931)
header-tree-type: ಮರಗಳ ವಿಧ (524, 525, 545, 564)
cell-owners (56, 1029, 182, 1083)
cell-south: 10,11 (463, 576, 481, 610)
cell-acq-kharab: – (394, 838, 420, 954)
cell-bank (181, 1107, 224, 1254)
